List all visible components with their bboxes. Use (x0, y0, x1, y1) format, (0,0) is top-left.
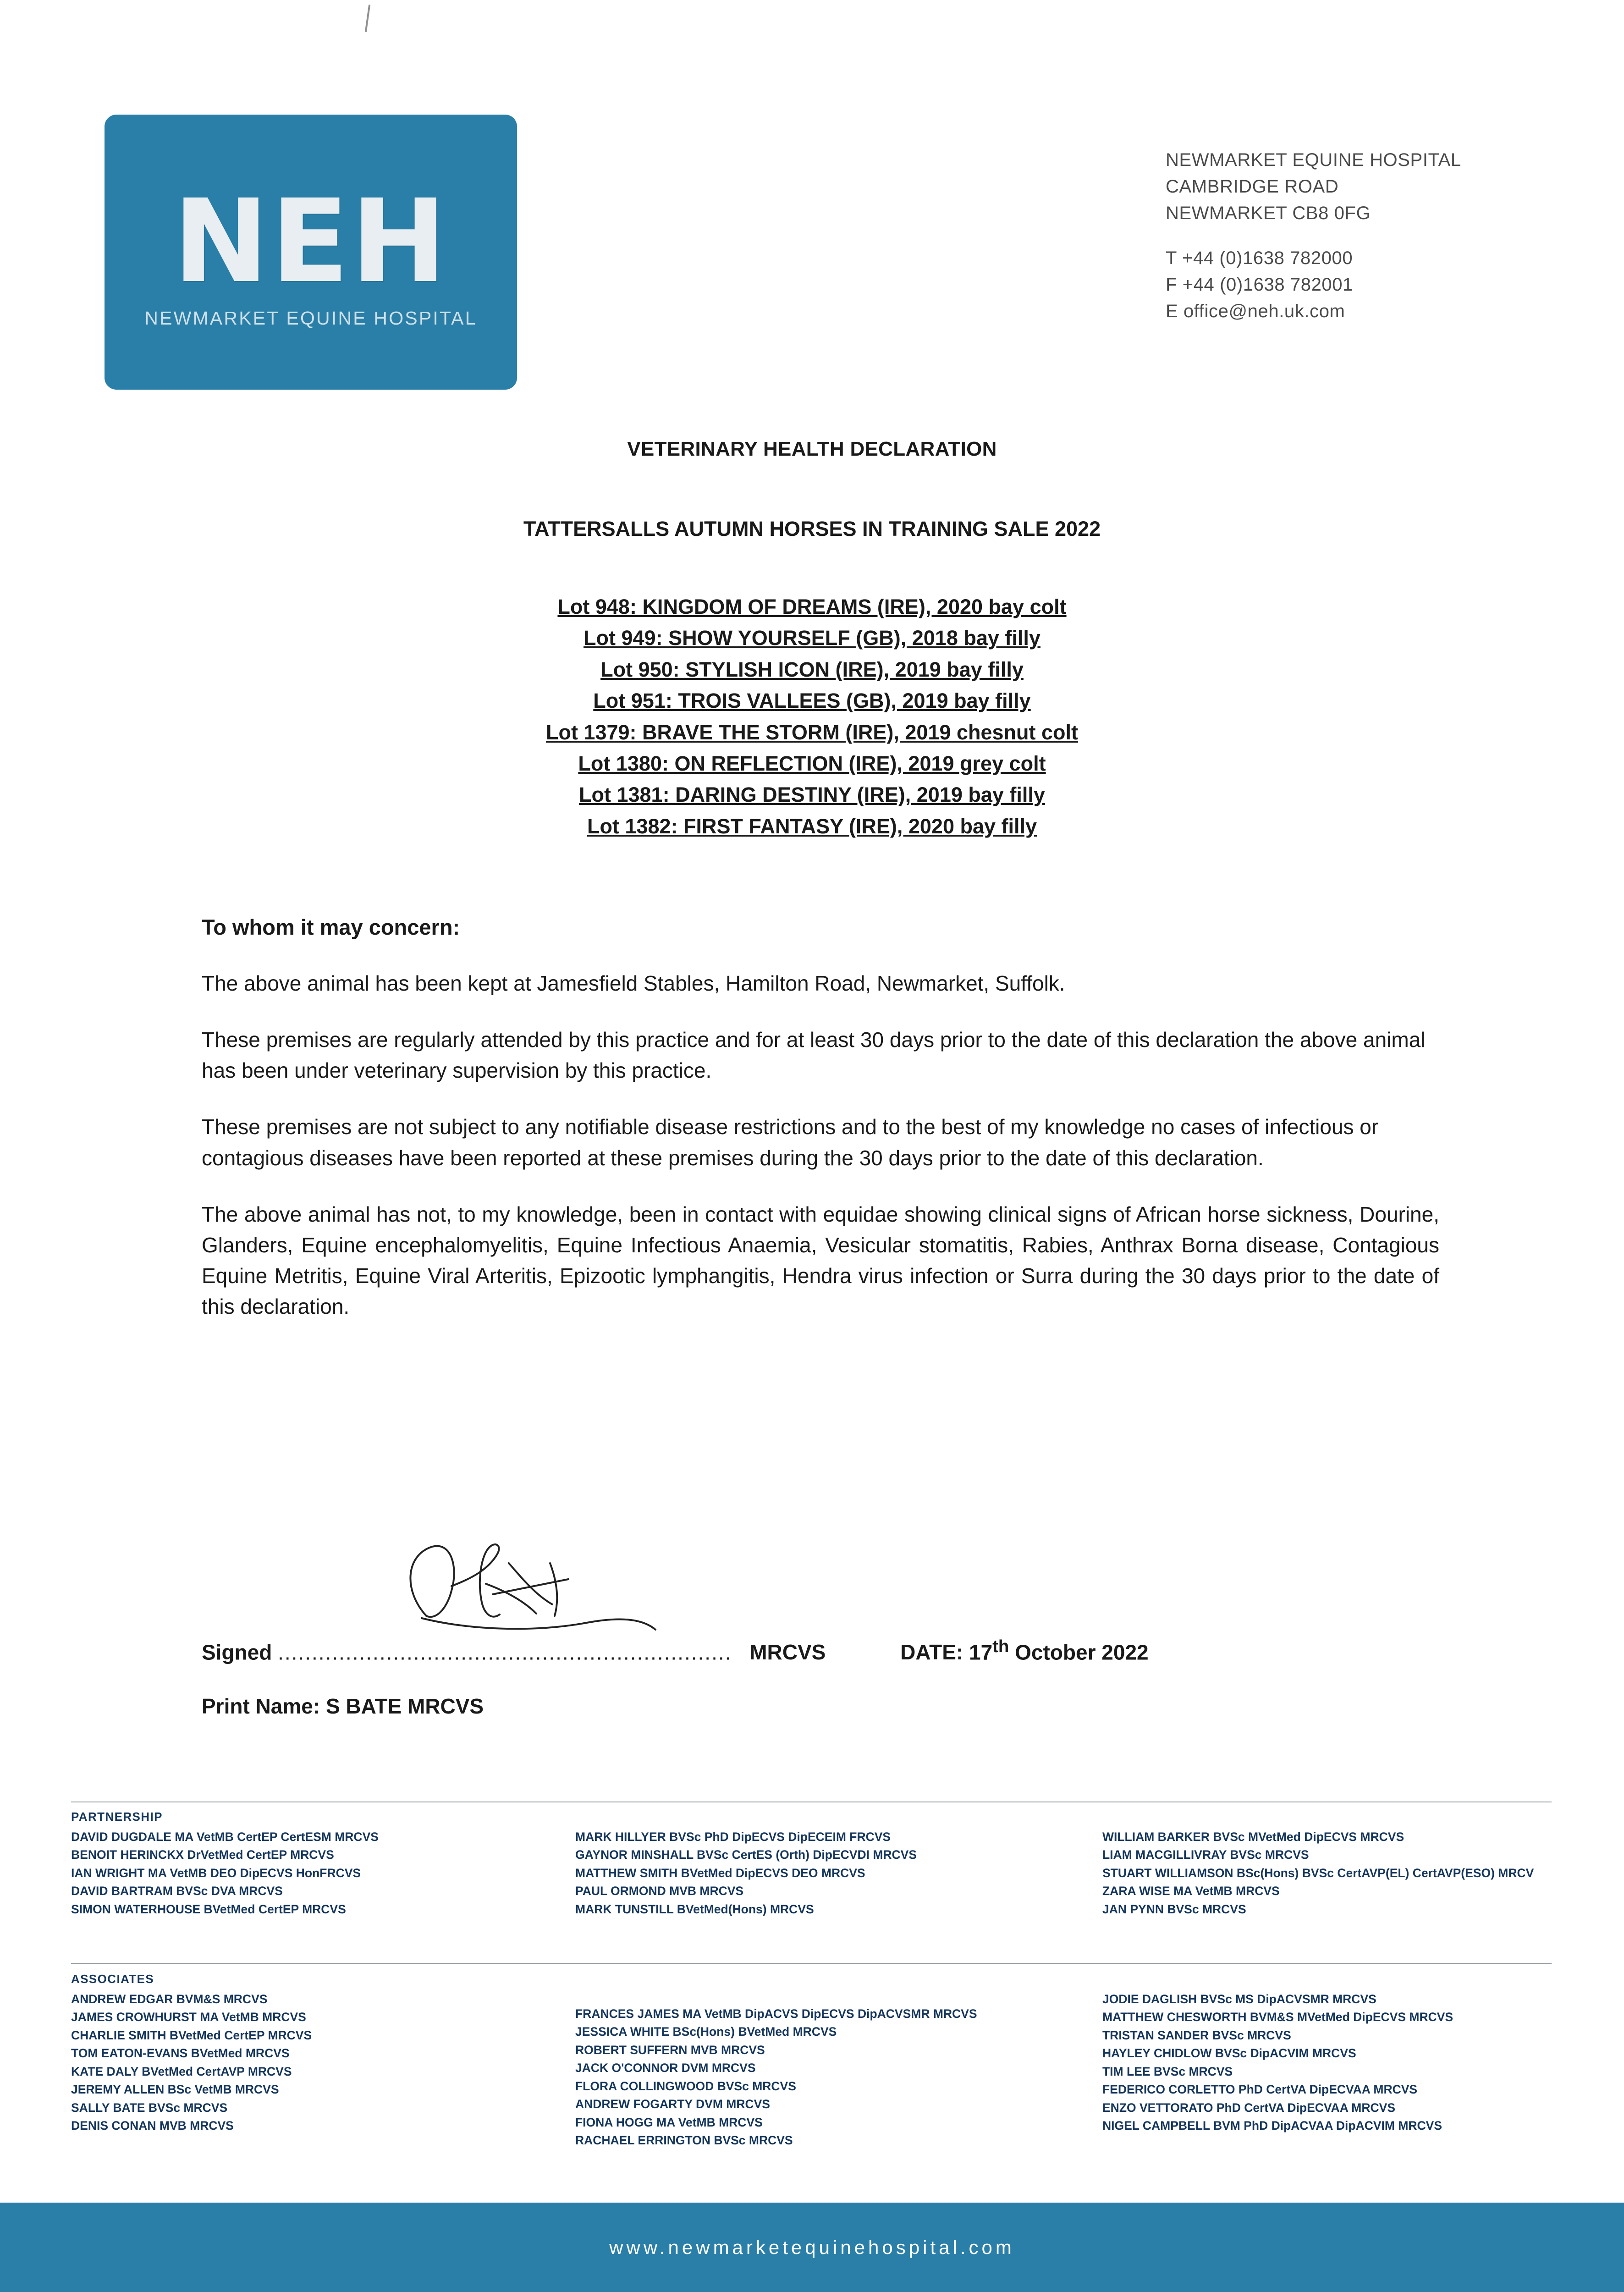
staff-name: MATTHEW CHESWORTH BVM&S MVetMed DipECVS MRCVS (1102, 2010, 1453, 2024)
print-name: Print Name: S BATE MRCVS (202, 1694, 484, 1718)
staff-name: KATE DALY BVetMed CertAVP MRCVS (71, 2064, 292, 2078)
staff-name: LIAM MACGILLIVRAY BVSc MRCVS (1102, 1848, 1309, 1862)
lot-item: Lot 948: KINGDOM OF DREAMS (IRE), 2020 bay colt (557, 595, 1067, 618)
staff-name: PAUL ORMOND MVB MRCVS (575, 1884, 744, 1898)
lot-item: Lot 1382: FIRST FANTASY (IRE), 2020 bay filly (587, 814, 1037, 838)
website-url: www.newmarketequinehospital.com (609, 2236, 1015, 2258)
logo-subtitle: NEWMARKET EQUINE HOSPITAL (144, 308, 477, 329)
staff-name: BENOIT HERINCKX DrVetMed CertEP MRCVS (71, 1848, 334, 1862)
sale-title: TATTERSALLS AUTUMN HORSES IN TRAINING SALE 2022 (523, 517, 1101, 540)
staff-name: STUART WILLIAMSON BSc(Hons) BVSc CertAVP(EL) CertAVP(ESO) MRCV (1102, 1866, 1534, 1880)
staff-name: WILLIAM BARKER BVSc MVetMed DipECVS MRCVS (1102, 1830, 1404, 1844)
date-label: DATE: (900, 1640, 963, 1664)
associates-column-3 (1102, 1990, 1453, 2135)
staff-name: JAMES CROWHURST MA VetMB MRCVS (71, 2010, 306, 2024)
salutation: To whom it may concern: (202, 915, 460, 939)
staff-name: FRANCES JAMES MA VetMB DipACVS DipECVS DipACVSMR MRCVS (575, 2007, 977, 2021)
staff-name: CHARLIE SMITH BVetMed CertEP MRCVS (71, 2028, 312, 2042)
staff-name: GAYNOR MINSHALL BVSc CertES (Orth) DipECVDI MRCVS (575, 1848, 917, 1862)
staff-name: TOM EATON-EVANS BVetMed MRCVS (71, 2046, 290, 2061)
date-day: 17 (969, 1640, 993, 1664)
staff-name: IAN WRIGHT MA VetMB DEO DipECVS HonFRCVS (71, 1866, 361, 1880)
staff-name: ZARA WISE MA VetMB MRCVS (1102, 1884, 1280, 1898)
address-line-3: NEWMARKET CB8 0FG (1166, 203, 1371, 223)
staff-name: SALLY BATE BVSc MRCVS (71, 2100, 228, 2115)
partnership-column-2 (575, 1828, 917, 1918)
signature-block (202, 1581, 1439, 1733)
associates-column-2 (575, 2005, 977, 2150)
date-ordinal: th (992, 1636, 1009, 1656)
fax: F +44 (0)1638 782001 (1166, 275, 1353, 295)
page-title: VETERINARY HEALTH DECLARATION (627, 438, 997, 460)
lot-list (0, 591, 1624, 842)
contact-details (1166, 147, 1461, 325)
staff-name: ENZO VETTORATO PhD CertVA DipECVAA MRCVS (1102, 2100, 1395, 2115)
lot-item: Lot 951: TROIS VALLEES (GB), 2019 bay filly (593, 689, 1031, 713)
paragraph-3: These premises are not subject to any notifiable disease restrictions and to the best of my knowledge no cases of infectious or contagious diseases have been reported at these premises during the 30 days prior to the date of this declaration. (202, 1115, 1379, 1170)
staff-name: JODIE DAGLISH BVSc MS DipACVSMR MRCVS (1102, 1992, 1376, 2006)
staff-name: JEREMY ALLEN BSc VetMB MRCVS (71, 2083, 279, 2097)
staff-name: HAYLEY CHIDLOW BVSc DipACVIM MRCVS (1102, 2046, 1356, 2061)
telephone: T +44 (0)1638 782000 (1166, 248, 1353, 268)
neh-logo (105, 115, 517, 390)
email: E office@neh.uk.com (1166, 301, 1345, 321)
staff-name: FIONA HOGG MA VetMB MRCVS (575, 2115, 763, 2129)
staff-name: DAVID BARTRAM BVSc DVA MRCVS (71, 1884, 283, 1898)
staff-name: SIMON WATERHOUSE BVetMed CertEP MRCVS (71, 1902, 346, 1916)
signature-dots: ................................................................... (278, 1640, 732, 1664)
staff-name: RACHAEL ERRINGTON BVSc MRCVS (575, 2133, 793, 2148)
letter-body (202, 915, 1439, 1348)
staff-name: FEDERICO CORLETTO PhD CertVA DipECVAA MRCVS (1102, 2083, 1418, 2097)
staff-name: TRISTAN SANDER BVSc MRCVS (1102, 2028, 1291, 2042)
logo-wordmark: NEH (173, 174, 449, 308)
staff-name: JACK O'CONNOR DVM MRCVS (575, 2061, 756, 2075)
partnership-heading: PARTNERSHIP (71, 1810, 163, 1824)
lot-item: Lot 1381: DARING DESTINY (IRE), 2019 bay filly (579, 783, 1045, 807)
staff-name: DAVID DUGDALE MA VetMB CertEP CertESM MRCVS (71, 1830, 379, 1844)
stray-pen-mark (365, 5, 370, 32)
signature-qualification: MRCVS (749, 1640, 826, 1664)
date-rest: October 2022 (1015, 1640, 1149, 1664)
staff-name: NIGEL CAMPBELL BVM PhD DipACVAA DipACVIM MRCVS (1102, 2119, 1442, 2133)
lot-item: Lot 1380: ON REFLECTION (IRE), 2019 grey colt (578, 751, 1046, 775)
lot-item: Lot 950: STYLISH ICON (IRE), 2019 bay filly (600, 657, 1024, 681)
staff-name: TIM LEE BVSc MRCVS (1102, 2064, 1233, 2078)
staff-name: ANDREW FOGARTY DVM MRCVS (575, 2097, 770, 2111)
partnership-column-1 (71, 1828, 379, 1918)
signature-line (202, 1636, 1439, 1664)
staff-name: FLORA COLLINGWOOD BVSc MRCVS (575, 2079, 796, 2093)
paragraph-1: The above animal has been kept at Jamesfield Stables, Hamilton Road, Newmarket, Suffolk. (202, 971, 1065, 995)
signed-label: Signed (202, 1640, 272, 1664)
divider-associates (71, 1963, 1552, 1964)
staff-name: MARK HILLYER BVSc PhD DipECVS DipECEIM FRCVS (575, 1830, 891, 1844)
staff-name: ROBERT SUFFERN MVB MRCVS (575, 2043, 765, 2057)
address-line-2: CAMBRIDGE ROAD (1166, 176, 1339, 197)
staff-name: MARK TUNSTILL BVetMed(Hons) MRCVS (575, 1902, 814, 1916)
paragraph-4: The above animal has not, to my knowledge, been in contact with equidae showing clinical signs of African horse sickness, Dourine, Glanders, Equine encephalomyelitis, Equine Infectious Anaemia, Vesicular stomatitis, Rabies, Anthrax Borna disease, Contagious Equine Metritis, Equine Viral Arteritis, Epizootic lymphangitis, Hendra virus infection or Surra during the 30 days prior to the date of this declaration. (202, 1202, 1439, 1319)
staff-name: MATTHEW SMITH BVetMed DipECVS DEO MRCVS (575, 1866, 865, 1880)
staff-name: DENIS CONAN MVB MRCVS (71, 2119, 234, 2133)
handwritten-signature (371, 1536, 784, 1641)
associates-column-1 (71, 1990, 312, 2135)
staff-name: JESSICA WHITE BSc(Hons) BVetMed MRCVS (575, 2025, 837, 2039)
partnership-column-3 (1102, 1828, 1534, 1918)
address-line-1: NEWMARKET EQUINE HOSPITAL (1166, 150, 1461, 170)
letterhead (0, 103, 1624, 415)
associates-heading: ASSOCIATES (71, 1972, 154, 1986)
paragraph-2: These premises are regularly attended by this practice and for at least 30 days prior to the date of this declaration the above animal has been under veterinary supervision by this practice. (202, 1028, 1426, 1083)
lot-item: Lot 1379: BRAVE THE STORM (IRE), 2019 chesnut colt (545, 720, 1079, 744)
footer-bar (0, 2203, 1624, 2292)
staff-name: ANDREW EDGAR BVM&S MRCVS (71, 1992, 268, 2006)
lot-item: Lot 949: SHOW YOURSELF (GB), 2018 bay filly (584, 626, 1040, 650)
staff-name: JAN PYNN BVSc MRCVS (1102, 1902, 1246, 1916)
